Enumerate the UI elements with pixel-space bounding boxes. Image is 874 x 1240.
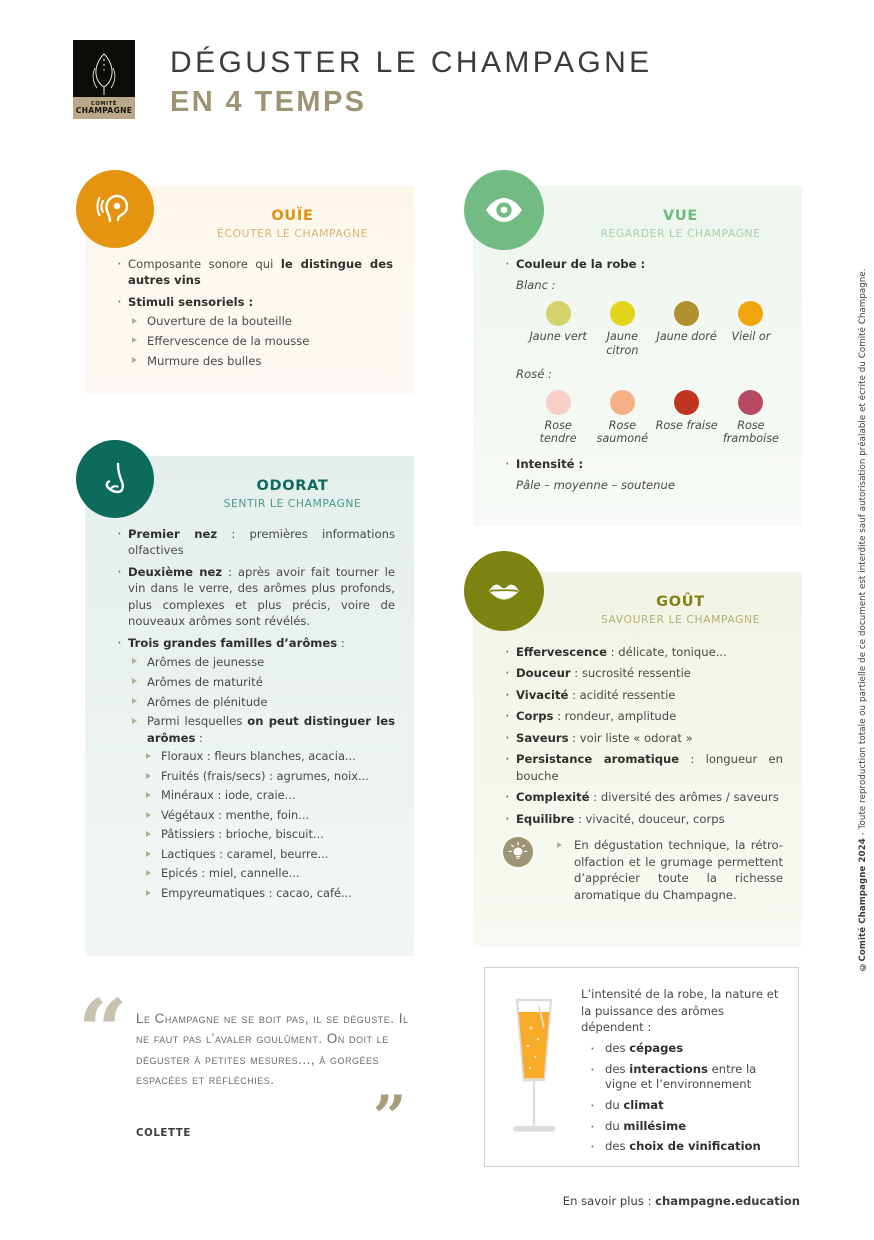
gout-item-label: Persistance aromatique — [516, 752, 680, 767]
quote-close-mark: ” — [373, 1083, 407, 1151]
ouie-subtitle: ÉCOUTER LE CHAMPAGNE — [216, 227, 369, 240]
odorat-body — [115, 526, 395, 907]
parmi-prefix: Parmi lesquelles — [147, 714, 248, 729]
gout-title: GOÛT — [656, 594, 705, 610]
card-odorat — [85, 456, 414, 956]
swatch-label: Rose fraise — [655, 418, 718, 432]
swatch-rose-tendre — [526, 390, 590, 446]
gout-tip — [503, 837, 783, 904]
swatch-rose-fraise — [655, 390, 719, 446]
logo-line-1: COMITÉ — [91, 100, 117, 107]
gout-item-label: Saveurs — [516, 730, 569, 745]
list-item — [115, 256, 393, 289]
familles-list — [128, 654, 395, 746]
list-item — [503, 256, 783, 446]
copyright-bold: ©Comité Champagne 2024 — [858, 838, 868, 972]
gout-item-label: Vivacité — [516, 687, 569, 702]
list-item — [503, 687, 783, 703]
swatch-label: Jaune doré — [656, 329, 717, 343]
gout-item-text: : vivacité, douceur, corps — [574, 811, 725, 826]
swatch-color-dot — [738, 301, 763, 326]
info-bold: millésime — [623, 1118, 687, 1133]
gout-body — [503, 644, 783, 904]
list-item — [503, 665, 783, 681]
list-item — [503, 811, 783, 827]
champagne-flute-icon — [495, 984, 573, 1152]
gout-head — [573, 594, 788, 626]
info-prefix: des — [605, 1061, 630, 1076]
logo-line-2: CHAMPAGNE — [75, 105, 133, 115]
page-header — [73, 40, 803, 128]
swatch-jaune-citron — [590, 301, 654, 357]
swatch-color-dot — [610, 390, 635, 415]
familles-label: Trois grandes familles d’arômes — [128, 635, 338, 650]
list-item: Effervescence de la mousse — [128, 333, 393, 349]
card-gout — [473, 572, 802, 947]
list-item — [503, 644, 783, 660]
gout-tip-text: En dégustation technique, la rétro-olfaction et le grumage permettent d’apprécier toute la richesse aromatique du Champagne. — [555, 837, 783, 904]
swatch-color-dot — [674, 390, 699, 415]
swatch-label: Jaune vert — [529, 329, 587, 343]
info-bold: interactions — [629, 1061, 708, 1076]
gout-item-text: : délicate, tonique... — [606, 645, 727, 659]
ouie-title: OUÏE — [271, 208, 314, 224]
info-prefix: des — [605, 1139, 630, 1154]
swatch-label: Rose framboise — [722, 418, 779, 446]
info-bold: climat — [623, 1097, 664, 1112]
swatch-label: Rose tendre — [539, 418, 577, 446]
info-prefix: du — [605, 1118, 624, 1133]
swatch-label: Jaune citron — [606, 329, 639, 357]
footer — [470, 1194, 800, 1208]
footer-label: En savoir plus : — [562, 1194, 656, 1208]
parmi-bold: on peut distinguer les arômes — [147, 714, 395, 745]
parmi-lesquelles-item — [128, 713, 395, 745]
list-item — [503, 730, 783, 746]
info-bold: cépages — [629, 1041, 684, 1056]
info-suffix: entre la vigne et l’environnement — [605, 1061, 757, 1092]
page-subtitle: EN 4 TEMPS — [170, 86, 367, 118]
swatch-color-dot — [738, 390, 763, 415]
list-item: Lactiques : caramel, beurre... — [142, 847, 395, 863]
info-box — [484, 967, 799, 1167]
list-item — [115, 294, 393, 369]
list-item: Minéraux : iode, craie... — [142, 788, 395, 804]
list-item: Ouverture de la bouteille — [128, 313, 393, 329]
premier-nez-text: : premières informations olfactives — [128, 527, 395, 558]
rose-label: Rosé : — [516, 367, 552, 382]
gout-item-text: : acidité ressentie — [568, 687, 676, 702]
vue-body — [503, 256, 783, 499]
swatch-jaune-vert — [526, 301, 590, 357]
familles-colon: : — [337, 635, 345, 650]
colette-quote-block — [78, 981, 418, 1155]
swatch-color-dot — [546, 301, 571, 326]
gout-item-label: Corps — [516, 709, 554, 724]
info-prefix: du — [605, 1097, 624, 1112]
quote-text: Le Champagne ne se boit pas, il se déguste. Il ne faut pas l’avaler goulûment. On doit le déguster à petites mesures..., à gorgées espacées et réfléchies. — [136, 1011, 409, 1088]
vue-title: VUE — [662, 208, 698, 224]
ouie-head — [185, 208, 400, 240]
premier-nez-label: Premier nez — [128, 527, 218, 541]
swatch-rose-saumone — [590, 390, 654, 446]
gout-item-text: : sucrosité ressentie — [570, 666, 691, 681]
info-prefix: des — [605, 1041, 630, 1056]
nose-icon — [92, 456, 138, 502]
list-item — [581, 1139, 786, 1155]
list-item: Murmure des bulles — [128, 353, 393, 369]
list-item — [115, 635, 395, 902]
logo-text-band — [73, 97, 135, 119]
swatch-label: Rose saumoné — [596, 418, 649, 446]
blanc-label: Blanc : — [516, 278, 556, 293]
list-item: Empyreumatiques : cacao, café... — [142, 886, 395, 902]
couleur-robe-label: Couleur de la robe : — [516, 257, 646, 271]
gout-item-text: : longueur en bouche — [516, 752, 784, 783]
list-item — [503, 789, 783, 805]
ouie-item-1-lead: Stimuli sensoriels : — [128, 294, 254, 309]
list-item: Fruités (frais/secs) : agrumes, noix... — [142, 769, 395, 785]
swatch-color-dot — [674, 301, 699, 326]
lightbulb-icon — [503, 837, 533, 867]
odorat-title: ODORAT — [256, 478, 329, 494]
eye-icon — [479, 185, 529, 235]
ear-icon — [93, 187, 137, 231]
list-item: Arômes de maturité — [128, 674, 395, 690]
intensite-value: Pâle – moyenne – soutenue — [516, 478, 675, 493]
vue-subtitle: REGARDER LE CHAMPAGNE — [600, 227, 761, 240]
gout-item-text: : voir liste « odorat » — [568, 730, 693, 745]
footer-link[interactable]: champagne.education — [655, 1194, 800, 1208]
gout-list — [503, 644, 783, 827]
list-item: Floraux : fleurs blanches, acacia... — [142, 749, 395, 765]
ouie-item-0-bold: le distingue des autres vins — [128, 257, 393, 288]
gout-badge — [464, 551, 544, 631]
info-box-list — [581, 1041, 786, 1155]
deuxieme-nez-label: Deuxième nez — [128, 564, 223, 579]
lips-icon — [479, 566, 529, 616]
gout-item-label: Effervescence — [516, 645, 607, 659]
list-item — [581, 1098, 786, 1114]
ouie-item-0-text: Composante sonore qui — [128, 257, 281, 271]
page-title: DÉGUSTER LE CHAMPAGNE — [170, 46, 653, 79]
list-item: Pâtissiers : brioche, biscuit... — [142, 827, 395, 843]
gout-item-label: Equilibre — [516, 811, 575, 826]
list-item — [581, 1062, 786, 1093]
parmi-suffix: : — [195, 730, 203, 745]
swatch-vieil-or — [719, 301, 783, 357]
gout-item-label: Douceur — [516, 666, 571, 681]
ouie-body — [115, 256, 393, 374]
list-item: Arômes de jeunesse — [128, 654, 395, 670]
swatch-color-dot — [610, 301, 635, 326]
info-box-content — [581, 986, 786, 1160]
ouie-list — [115, 256, 393, 369]
blanc-swatch-row — [516, 301, 783, 357]
list-item: Arômes de plénitude — [128, 694, 395, 710]
quote-author: COLETTE — [136, 1128, 191, 1139]
comite-champagne-logo — [73, 40, 135, 119]
list-item: Végétaux : menthe, foin... — [142, 808, 395, 824]
odorat-list — [115, 526, 395, 902]
gout-item-label: Complexité — [516, 790, 590, 805]
swatch-color-dot — [546, 390, 571, 415]
odorat-head — [185, 478, 400, 510]
quote-open-mark: “ — [78, 981, 128, 1082]
vue-badge — [464, 170, 544, 250]
list-item — [581, 1041, 786, 1057]
list-item — [115, 526, 395, 559]
list-item — [581, 1119, 786, 1135]
rose-swatch-row — [516, 390, 783, 446]
info-box-intro: L’intensité de la robe, la nature et la puissance des arômes dépendent : — [581, 987, 779, 1035]
info-bold: choix de vinification — [629, 1139, 761, 1154]
aromes-list — [128, 749, 395, 901]
copyright-notice — [858, 268, 868, 971]
ouie-sublist — [128, 313, 393, 369]
deuxieme-nez-text: : après avoir fait tourner le vin dans le verre, des arômes plus profonds, plus complexes et plus précis, voire de nouveaux arômes sont révélés. — [128, 564, 395, 629]
gout-item-text: : rondeur, amplitude — [553, 709, 677, 724]
ouie-badge — [76, 170, 154, 248]
list-item — [503, 708, 783, 724]
swatch-label: Vieil or — [731, 329, 771, 343]
swatch-jaune-dore — [655, 301, 719, 357]
list-item — [503, 751, 783, 784]
vue-head — [573, 208, 788, 240]
odorat-badge — [76, 440, 154, 518]
champagne-glass-logo-icon — [73, 44, 135, 100]
gout-subtitle: SAVOURER LE CHAMPAGNE — [600, 613, 761, 626]
gout-item-text: : diversité des arômes / saveurs — [589, 790, 779, 805]
vue-list — [503, 256, 783, 494]
intensite-label: Intensité : — [516, 456, 584, 471]
copyright-rest: - Toute reproduction totale ou partielle de ce document est interdite sauf autorisation préalable et écrite du Comité Champagne. — [858, 268, 868, 839]
swatch-rose-framboise — [719, 390, 783, 446]
list-item — [503, 456, 783, 494]
list-item: Epicés : miel, cannelle... — [142, 866, 395, 882]
odorat-subtitle: SENTIR LE CHAMPAGNE — [223, 497, 362, 510]
list-item — [115, 564, 395, 630]
